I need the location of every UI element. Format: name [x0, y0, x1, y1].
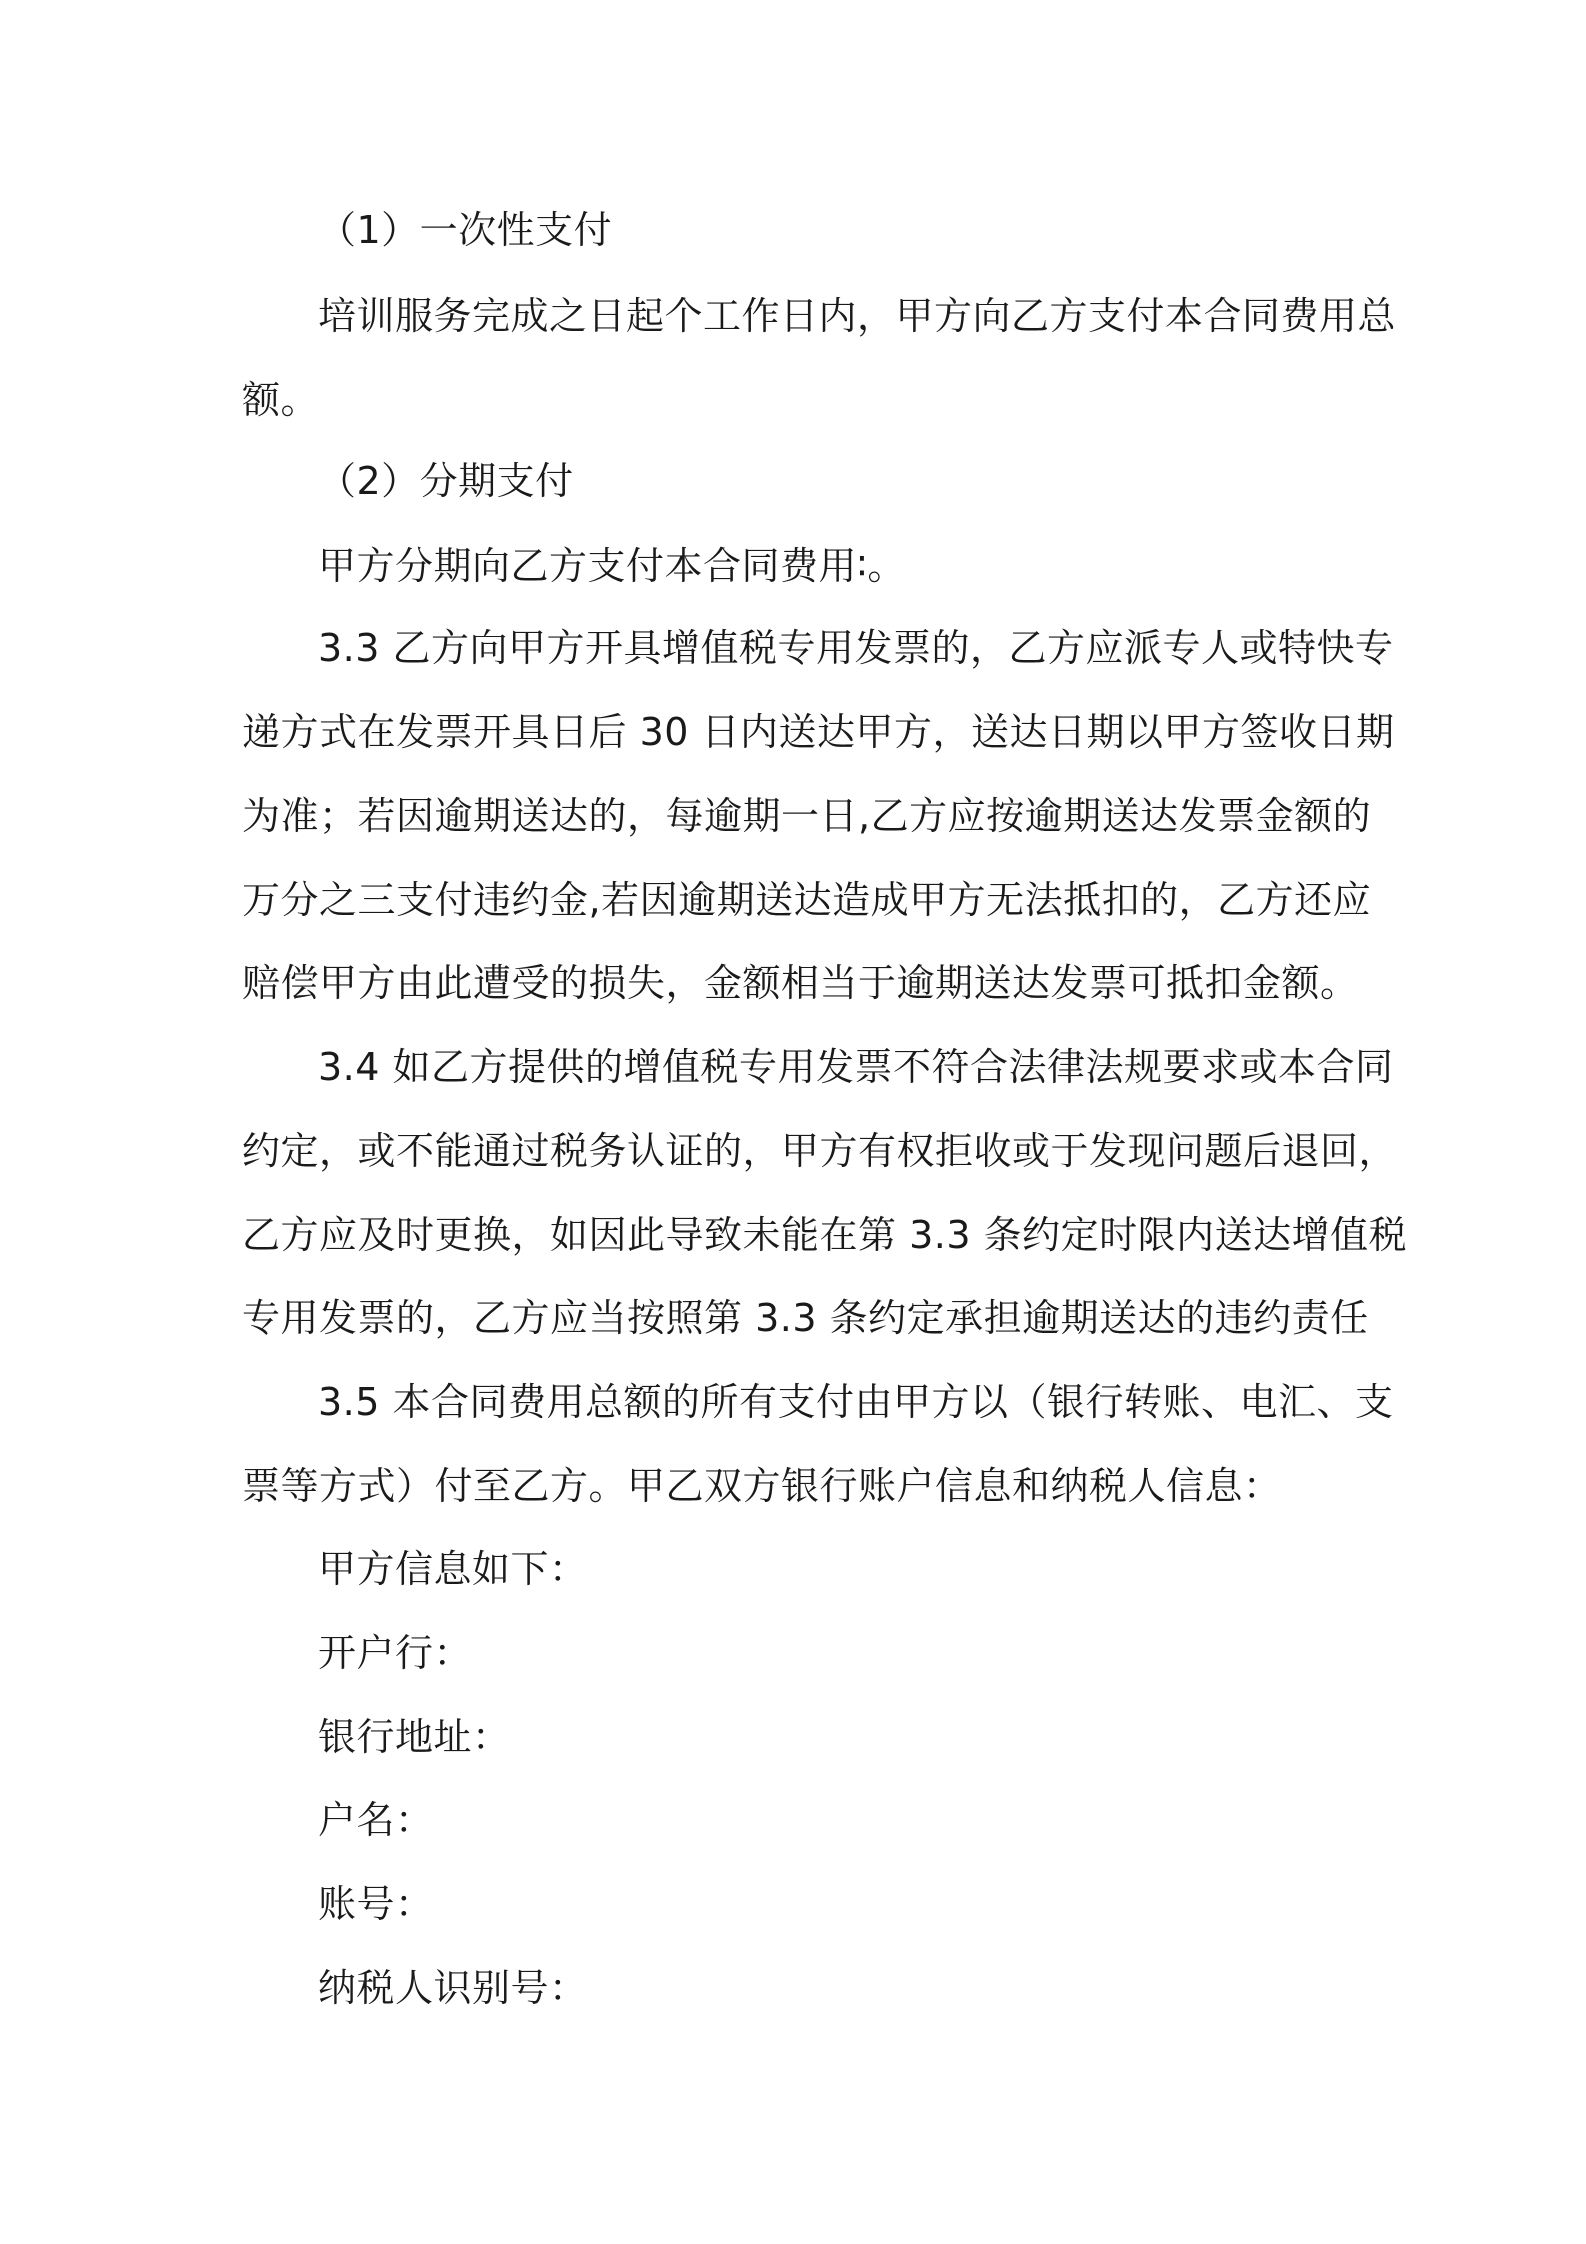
clause-3-5-line: 3.5 本合同费用总额的所有支付由甲方以（银行转账、电汇、支: [318, 1380, 1394, 1424]
clause-3-5-line: 票等方式）付至乙方。甲乙双方银行账户信息和纳税人信息：: [242, 1464, 1282, 1508]
field-account-name: 户名：: [318, 1798, 434, 1842]
clause-3-4-line: 3.4 如乙方提供的增值税专用发票不符合法律法规要求或本合同: [318, 1045, 1394, 1089]
payment-installment-heading: （2）分期支付: [318, 459, 574, 503]
clause-3-4-line: 约定，或不能通过税务认证的，甲方有权拒收或于发现问题后退回，: [242, 1129, 1398, 1173]
payment-one-time-heading: （1）一次性支付: [318, 208, 613, 252]
field-taxpayer-id: 纳税人识别号：: [318, 1966, 588, 2010]
paragraph-line: 培训服务完成之日起个工作日内，甲方向乙方支付本合同费用总: [318, 294, 1397, 338]
clause-3-4-line: 乙方应及时更换，如因此导致未能在第 3.3 条约定时限内送达增值税: [242, 1213, 1408, 1257]
clause-3-3-line: 赔偿甲方由此遭受的损失，金额相当于逾期送达发票可抵扣金额。: [242, 961, 1359, 1005]
clause-3-3-line: 递方式在发票开具日后 30 日内送达甲方，送达日期以甲方签收日期: [242, 710, 1395, 754]
clause-3-3-line: 万分之三支付违约金,若因逾期送达造成甲方无法抵扣的，乙方还应: [242, 878, 1372, 922]
field-account-number: 账号：: [318, 1882, 434, 1926]
clause-3-4-line: 专用发票的，乙方应当按照第 3.3 条约定承担逾期送达的违约责任: [242, 1296, 1369, 1340]
field-bank-address: 银行地址：: [318, 1715, 511, 1759]
party-a-info-heading: 甲方信息如下：: [318, 1547, 588, 1591]
paragraph-line: 额。: [242, 378, 320, 422]
clause-3-3-line: 3.3 乙方向甲方开具增值税专用发票的，乙方应派专人或特快专: [318, 626, 1394, 670]
clause-3-3-line: 为准；若因逾期送达的，每逾期一日,乙方应按逾期送达发票金额的: [242, 794, 1372, 838]
paragraph-line: 甲方分期向乙方支付本合同费用∶。: [318, 544, 906, 588]
field-bank-name: 开户行：: [318, 1631, 473, 1675]
